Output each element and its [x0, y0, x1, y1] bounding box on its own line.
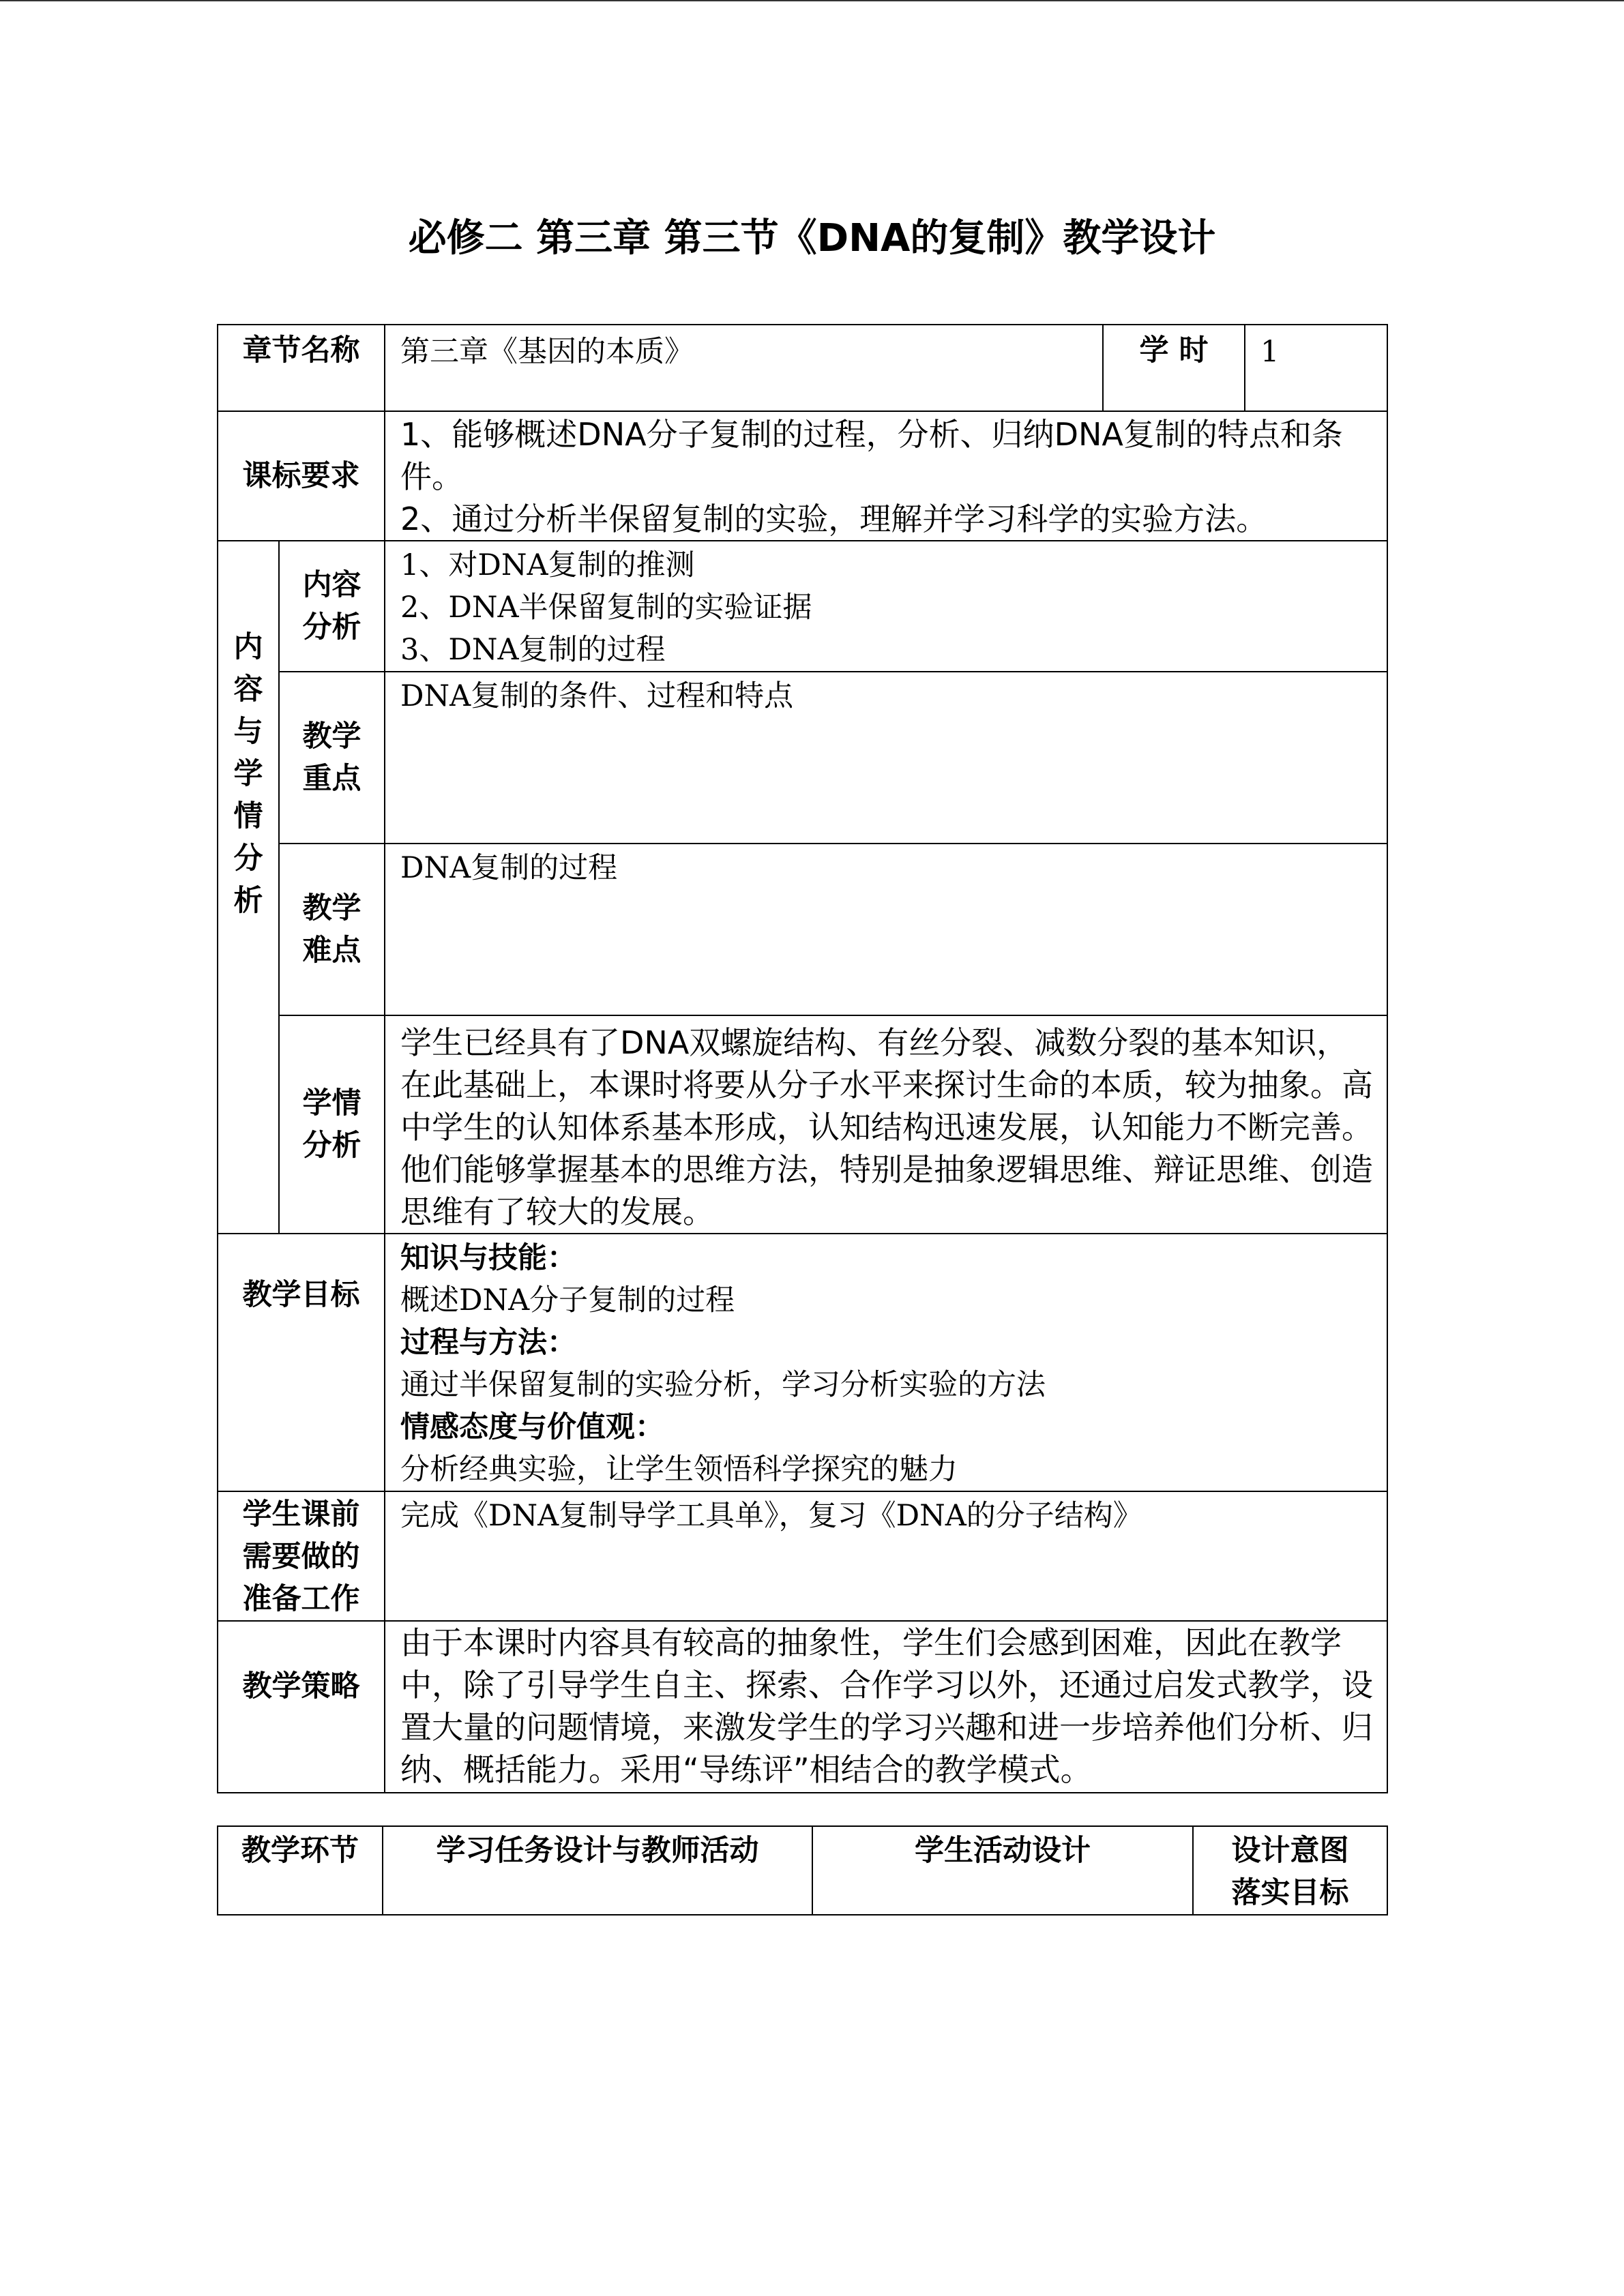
prep-label: 学生课前需要做的准备工作 [218, 1491, 385, 1621]
content-line: 3、DNA复制的过程 [400, 633, 666, 667]
key-points-label: 教学重点 [279, 672, 385, 844]
difficulty-value: DNA复制的过程 [385, 844, 1387, 1015]
chapter-name-value: 第三章《基因的本质》 [385, 325, 1103, 411]
hours-label: 学 时 [1103, 325, 1245, 411]
goals-label: 教学目标 [218, 1234, 385, 1491]
analysis-group-label: 内容与学情分析 [218, 541, 279, 1234]
standards-line: 2、通过分析半保留复制的实验，理解并学习科学的实验方法。 [400, 501, 1268, 537]
hours-value: 1 [1245, 325, 1387, 411]
page-title: 必修二 第三章 第三节《DNA的复制》教学设计 [408, 216, 1216, 260]
content-line: 2、DNA半保留复制的实验证据 [400, 591, 812, 625]
standards-label: 课标要求 [218, 411, 385, 541]
col-teaching-step: 教学环节 [218, 1826, 383, 1915]
page-top-border [0, 0, 1624, 1]
student-analysis-label: 学情分析 [279, 1015, 385, 1234]
key-points-value: DNA复制的条件、过程和特点 [385, 672, 1387, 844]
emotion-heading: 情感态度与价值观： [400, 1410, 664, 1444]
lesson-info-table [217, 324, 1388, 1793]
col-student-activity: 学生活动设计 [812, 1826, 1193, 1915]
strategy-value: 由于本课时内容具有较高的抽象性，学生们会感到困难，因此在教学中，除了引导学生自主、探索、合作学习以外，还通过启发式教学，设置大量的问题情境，来激发学生的学习兴趣和进一步培养他们分析、归纳、概括能力。采用“导练评”相结合的教学模式。 [385, 1621, 1387, 1793]
col-teacher-activity: 学习任务设计与教师活动 [383, 1826, 812, 1915]
strategy-label: 教学策略 [218, 1621, 385, 1793]
content-analysis-label: 内容分析 [279, 541, 385, 672]
teaching-process-table [217, 1825, 1388, 1915]
difficulty-label: 教学难点 [279, 844, 385, 1015]
content-line: 1、对DNA复制的推测 [400, 548, 695, 582]
standards-content [385, 411, 1387, 541]
prep-value: 完成《DNA复制导学工具单》，复习《DNA的分子结构》 [385, 1491, 1387, 1621]
goals-value [385, 1234, 1387, 1491]
process-heading: 过程与方法： [400, 1326, 576, 1360]
col-design-intent: 设计意图落实目标 [1193, 1826, 1387, 1915]
standards-line: 1、能够概述DNA分子复制的过程，分析、归纳DNA复制的特点和条件。 [400, 416, 1343, 495]
process-text: 通过半保留复制的实验分析，学习分析实验的方法 [400, 1368, 1046, 1402]
content-analysis-value [385, 541, 1387, 672]
emotion-text: 分析经典实验，让学生领悟科学探究的魅力 [400, 1452, 958, 1487]
student-analysis-value: 学生已经具有了DNA双螺旋结构、有丝分裂、减数分裂的基本知识，在此基础上，本课时将要从分子水平来探讨生命的本质，较为抽象。高中学生的认知体系基本形成，认知结构迅速发展，认知能力不断完善。他们能够掌握基本的思维方法，特别是抽象逻辑思维、辩证思维、创造思维有了较大的发展。 [385, 1015, 1387, 1234]
chapter-name-label: 章节名称 [218, 325, 385, 411]
knowledge-heading: 知识与技能： [400, 1241, 576, 1275]
knowledge-text: 概述DNA分子复制的过程 [400, 1283, 735, 1317]
